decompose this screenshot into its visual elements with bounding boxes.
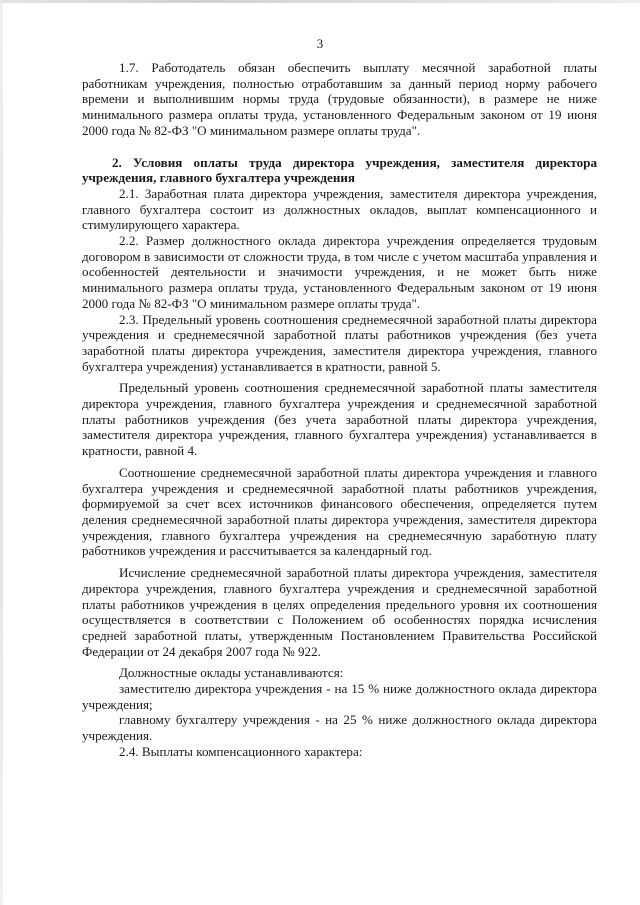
paragraph-deputy-salary: заместителю директора учреждения - на 15 % ниже должностного оклада директора учреждения; — [82, 681, 597, 712]
paragraph-2-2: 2.2. Размер должностного оклада директора учреждения определяется трудовым договором в зависимости от сложности труда, в том числе с учетом масштаба управления и особенностей деятельности и значимости учреждения, и не может быть ниже минимального размера оплаты труда, установленного Федеральным законом от 19 июня 2000 года № 82-ФЗ "О минимальном размере оплаты труда". — [82, 233, 597, 311]
scan-edge-left — [0, 0, 3, 905]
paragraph-salaries-intro: Должностные оклады устанавливаются: — [119, 665, 344, 681]
scan-edge-top — [0, 0, 640, 3]
paragraph-ratio: Соотношение среднемесячной заработной платы директора учреждения и главного бухгалтера учреждения и среднемесячной заработной платы работников учреждения, формируемой за счет всех источников финансового обеспечения, определяется путем деления среднемесячной заработной платы директора учреждения, заместителя директора учреждения, главного бухгалтера учреждения на среднемесячную заработную плату работников учреждения и рассчитывается за календарный год. — [82, 464, 597, 559]
section-2-heading: 2. Условия оплаты труда директора учреждения, заместителя директора учреждения, главного бухгалтера учреждения — [82, 154, 597, 186]
paragraph-calculation: Исчисление среднемесячной заработной платы директора учреждения, заместителя директора учреждения, главного бухгалтера учреждения и среднемесячной заработной платы работников учреждения в целях определения предельного уровня их соотношения осуществляется в соответствии с Положением об особенностях порядка исчисления средней заработной платы, утвержденным Постановлением Правительства Российской Федерации от 24 декабря 2007 года № 922. — [82, 565, 597, 659]
paragraph-limit-deputy: Предельный уровень соотношения среднемесячной заработной платы заместителя директора учреждения, главного бухгалтера учреждения и среднемесячной заработной платы работников учреждения (без учета заработной платы директора учреждения, заместителя директора учреждения, главного бухгалтера учреждения) устанавливается в кратности, равной 4. — [82, 380, 597, 459]
paragraph-accountant-salary: главному бухгалтеру учреждения - на 25 % ниже должностного оклада директора учреждения. — [82, 712, 597, 744]
paragraph-2-4: 2.4. Выплаты компенсационного характера: — [119, 743, 363, 759]
document-body — [82, 60, 597, 760]
paragraph-2-1: 2.1. Заработная плата директора учреждения, заместителя директора учреждения, главного бухгалтера состоит из должностных окладов, выплат компенсационного и стимулирующего характера. — [82, 185, 597, 233]
paragraph-2-3: 2.3. Предельный уровень соотношения среднемесячной заработной платы директора учреждения и среднемесячной заработной платы работников учреждения (без учета заработной платы директора учреждения, заместителя директора учреждения, главного бухгалтера учреждения) устанавливается в кратности, равной 5. — [82, 311, 597, 374]
page-number: 3 — [316, 36, 324, 51]
paragraph-1-7: 1.7. Работодатель обязан обеспечить выплату месячной заработной платы работникам учреждения, полностью отработавшим за данный период норму рабочего времени и выполнившим нормы труда (трудовые обязанности), в размере не ниже минимального размера оплаты труда, установленного Федеральным законом от 19 июня 2000 года № 82-ФЗ "О минимальном размере оплаты труда". — [82, 60, 597, 138]
